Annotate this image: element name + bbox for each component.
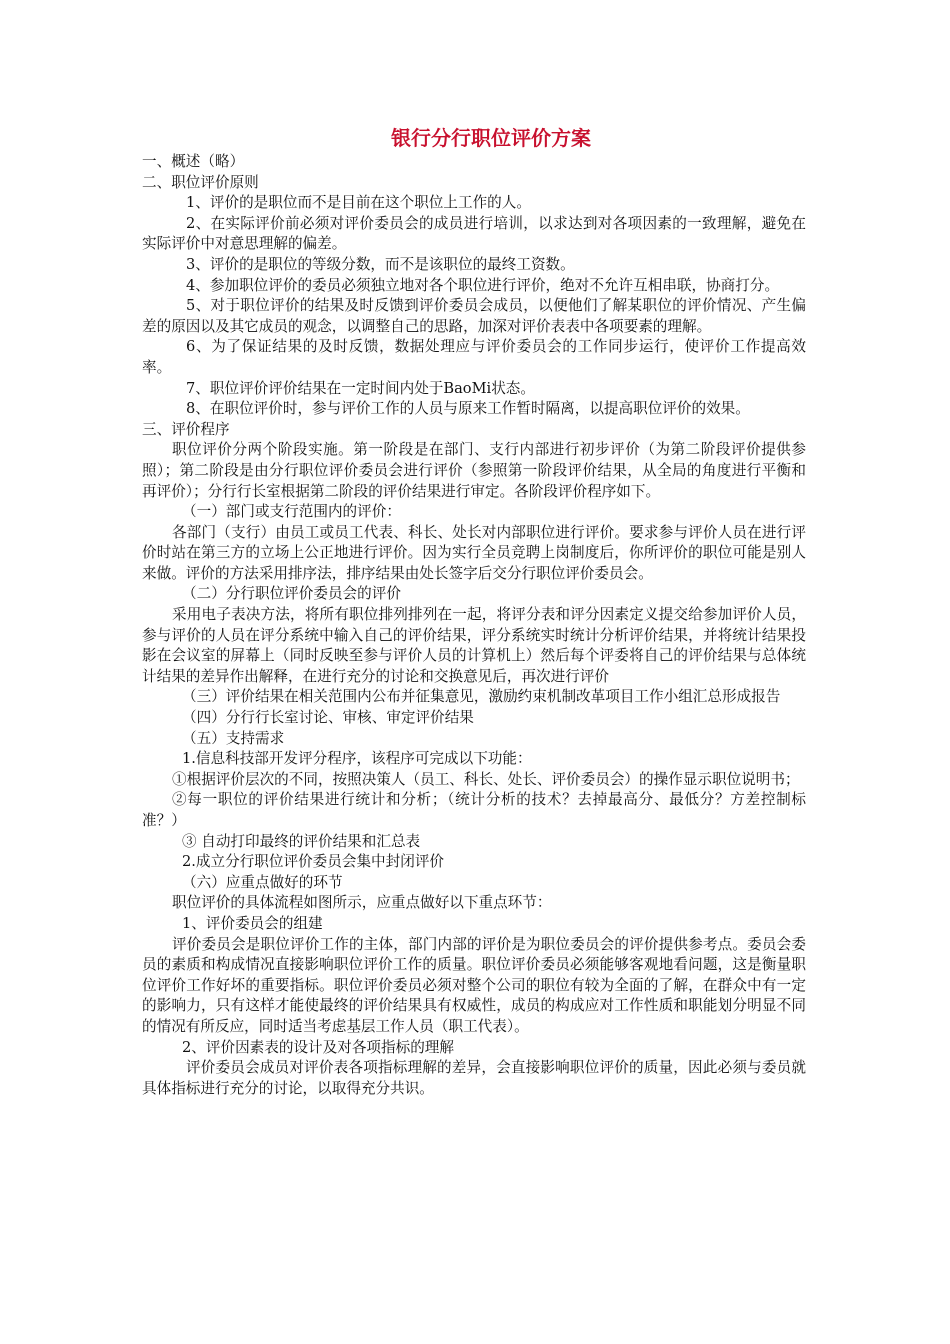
subsection-heading: （四）分行行长室讨论、审核、审定评价结果	[182, 709, 474, 727]
subsection-heading: （三）评价结果在相关范围内公布并征集意见，激励约束机制改革项目工作小组汇总形成报告	[182, 688, 781, 706]
list-item: 2.成立分行职位评价委员会集中封闭评价	[182, 853, 445, 871]
subsection-heading: （一）部门或支行范围内的评价：	[182, 503, 401, 521]
paragraph: 7、职位评价评价结果在一定时间内处于BaoMi状态。	[186, 379, 535, 397]
paragraph: 评价委员会是职位评价工作的主体，部门内部的评价是为职位委员会的评价提供参考点。委员会委员的素质和构成情况直接影响职位评价工作的质量。职位评价委员必须能够客观地看问题，这是衡量职位评价工作好坏的重要指标。职位评价委员必须对整个公司的职位有较为全面的了解，在群众中有一定的影响力，只有这样才能使最终的评价结果具有权威性，成员的构成应对工作性质和职能划分明显不同的情况有所反应，同时适当考虑基层工作人员（职工代表）。	[142, 935, 806, 1035]
paragraph: 5、对于职位评价的结果及时反馈到评价委员会成员，以便他们了解某职位的评价情况、产生偏差的原因以及其它成员的观念，以调整自己的思路，加深对评价表表中各项要素的理解。	[142, 297, 806, 335]
paragraph: 职位评价的具体流程如图所示，应重点做好以下重点环节：	[172, 894, 552, 912]
section-heading: 三、评价程序	[142, 420, 230, 438]
list-item: ③ 自动打印最终的评价结果和汇总表	[182, 832, 421, 850]
paragraph: 职位评价分两个阶段实施。第一阶段是在部门、支行内部进行初步评价（为第二阶段评价提供参照）；第二阶段是由分行职位评价委员会进行评价（参照第一阶段评价结果，从全局的角度进行平衡和再评价）；分行行长室根据第二阶段的评价结果进行审定。各阶段评价程序如下。	[142, 441, 806, 500]
subsection-heading: （六）应重点做好的环节	[182, 873, 343, 891]
paragraph: 8、在职位评价时，参与评价工作的人员与原来工作暂时隔离，以提高职位评价的效果。	[186, 400, 750, 418]
subsection-heading: （二）分行职位评价委员会的评价	[182, 585, 401, 603]
section-heading: 一、概述（略）	[142, 153, 245, 170]
paragraph: 6、为了保证结果的及时反馈，数据处理应与评价委员会的工作同步运行，使评价工作提高效率。	[142, 338, 806, 376]
list-item: 1.信息科技部开发评分程序，该程序可完成以下功能：	[182, 750, 532, 768]
subsection-heading: （五）支持需求	[182, 729, 285, 747]
section-heading: 二、职位评价原则	[142, 173, 259, 191]
list-item: ②每一职位的评价结果进行统计和分析；（统计分析的技术？去掉最高分、最低分？方差控制标准？）	[142, 791, 806, 829]
paragraph: 4、参加职位评价的委员必须独立地对各个职位进行评价，绝对不允许互相串联，协商打分。	[186, 276, 780, 294]
subsection-heading: 2、评价因素表的设计及对各项指标的理解	[182, 1038, 454, 1056]
paragraph: 1、评价的是职位而不是目前在这个职位上工作的人。	[186, 194, 531, 212]
list-item: ①根据评价层次的不同，按照决策人（员工、科长、处长、评价委员会）的操作显示职位说明书；	[172, 770, 800, 788]
document-title: 银行分行职位评价方案	[391, 126, 591, 150]
paragraph: 评价委员会成员对评价表各项指标理解的差异，会直接影响职位评价的质量，因此必须与委员就具体指标进行充分的讨论，以取得充分共识。	[142, 1059, 806, 1097]
paragraph: 各部门（支行）由员工或员工代表、科长、处长对内部职位进行评价。要求参与评价人员在进行评价时站在第三方的立场上公正地进行评价。因为实行全员竞聘上岗制度后，你所评价的职位可能是别人来做。评价的方法采用排序法，排序结果由处长签字后交分行职位评价委员会。	[142, 523, 806, 582]
paragraph: 2、在实际评价前必须对评价委员会的成员进行培训，以求达到对各项因素的一致理解，避免在实际评价中对意思理解的偏差。	[142, 214, 806, 253]
document-body	[142, 152, 806, 1099]
paragraph: 采用电子表决方法，将所有职位排列排列在一起，将评分表和评分因素定义提交给参加评价人员，参与评价的人员在评分系统中输入自己的评价结果，评分系统实时统计分析评价结果，并将统计结果投影在会议室的屏幕上（同时反映至参与评价人员的计算机上）然后每个评委将自己的评价结果与总体统计结果的差异作出解释，在进行充分的讨论和交换意见后，再次进行评价	[142, 606, 806, 685]
subsection-heading: 1、评价委员会的组建	[182, 914, 323, 932]
paragraph: 3、评价的是职位的等级分数，而不是该职位的最终工资数。	[186, 255, 575, 273]
